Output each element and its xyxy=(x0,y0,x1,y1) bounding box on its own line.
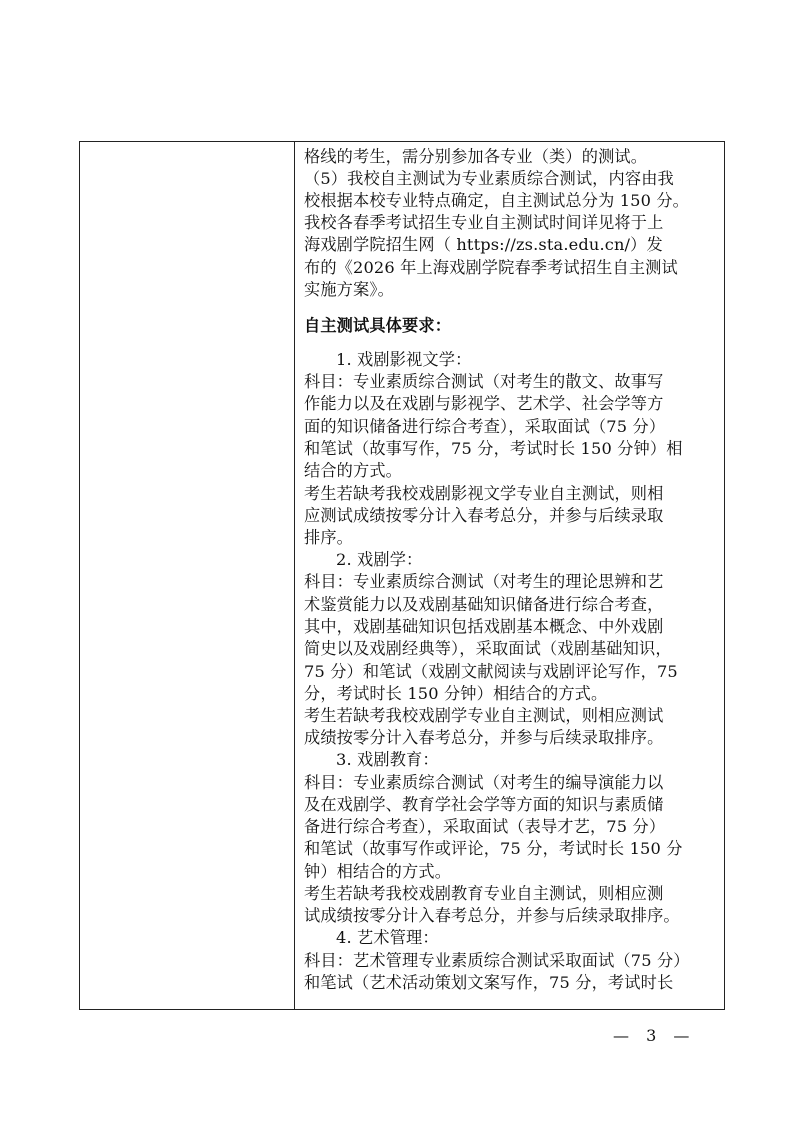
text-line: 科目：艺术管理专业素质综合测试采取面试（75 分） xyxy=(304,951,690,970)
text-line: 实施方案》。 xyxy=(304,280,394,299)
text-line: 我校各春季考试招生专业自主测试时间详见将于上 xyxy=(304,213,664,232)
text-line: 75 分）和笔试（戏剧文献阅读与戏剧评论写作，75 xyxy=(304,662,678,681)
text-line: 作能力以及在戏剧与影视学、艺术学、社会学等方 xyxy=(304,394,664,413)
text-line: 科目：专业素质综合测试（对考生的理论思辨和艺 xyxy=(304,572,664,591)
content-table xyxy=(79,141,725,1010)
table-right-column xyxy=(296,142,724,1009)
text-line: 海戏剧学院招生网（ https://zs.sta.edu.cn/）发 xyxy=(304,235,663,254)
text-line: 面的知识储备进行综合考查），采取面试（75 分） xyxy=(304,417,666,436)
text-line: 科目：专业素质综合测试（对考生的散文、故事写 xyxy=(304,372,664,391)
text-line: 及在戏剧学、教育学社会学等方面的知识与素质储 xyxy=(304,795,664,814)
table-left-column xyxy=(80,142,295,1009)
subsection-title: 3. 戏剧教育： xyxy=(336,750,439,769)
text-line: 格线的考生，需分别参加各专业（类）的测试。 xyxy=(304,147,648,166)
section-heading: 自主测试具体要求： xyxy=(304,316,452,335)
subsection-title: 1. 戏剧影视文学： xyxy=(336,350,472,369)
text-line: 其中，戏剧基础知识包括戏剧基本概念、中外戏剧 xyxy=(304,617,664,636)
text-line: 备进行综合考查），采取面试（表导才艺，75 分） xyxy=(304,817,666,836)
text-line: 和笔试（艺术活动策划文案写作，75 分，考试时长 xyxy=(304,973,674,992)
text-line: 应测试成绩按零分计入春考总分，并参与后续录取 xyxy=(304,506,664,525)
text-line: 校根据本校专业特点确定，自主测试总分为 150 分。 xyxy=(304,191,690,210)
text-line: 简史以及戏剧经典等），采取面试（戏剧基础知识， xyxy=(304,639,672,658)
text-line: 成绩按零分计入春考总分，并参与后续录取排序。 xyxy=(304,728,664,747)
text-line: 分，考试时长 150 分钟）相结合的方式。 xyxy=(304,684,608,703)
text-line: 布的《2026 年上海戏剧学院春季考试招生自主测试 xyxy=(304,258,678,277)
text-line: 考生若缺考我校戏剧学专业自主测试，则相应测试 xyxy=(304,706,664,725)
text-line: 考生若缺考我校戏剧教育专业自主测试，则相应测 xyxy=(304,884,664,903)
text-line: 和笔试（故事写作，75 分，考试时长 150 分钟）相 xyxy=(304,439,683,458)
page-number: — 3 — xyxy=(613,1026,696,1045)
text-line: 和笔试（故事写作或评论，75 分，考试时长 150 分 xyxy=(304,839,683,858)
text-line: 排序。 xyxy=(304,528,354,547)
text-line: 试成绩按零分计入春考总分，并参与后续录取排序。 xyxy=(304,906,680,925)
text-line: 考生若缺考我校戏剧影视文学专业自主测试，则相 xyxy=(304,484,664,503)
subsection-title: 2. 戏剧学： xyxy=(336,550,423,569)
text-line: 术鉴赏能力以及戏剧基础知识储备进行综合考查， xyxy=(304,595,664,614)
text-line: 钟）相结合的方式。 xyxy=(304,862,452,881)
text-line: 科目：专业素质综合测试（对考生的编导演能力以 xyxy=(304,773,664,792)
text-line: 结合的方式。 xyxy=(304,461,403,480)
subsection-title: 4. 艺术管理： xyxy=(336,928,439,947)
text-line: （5）我校自主测试为专业素质综合测试，内容由我 xyxy=(304,169,674,188)
